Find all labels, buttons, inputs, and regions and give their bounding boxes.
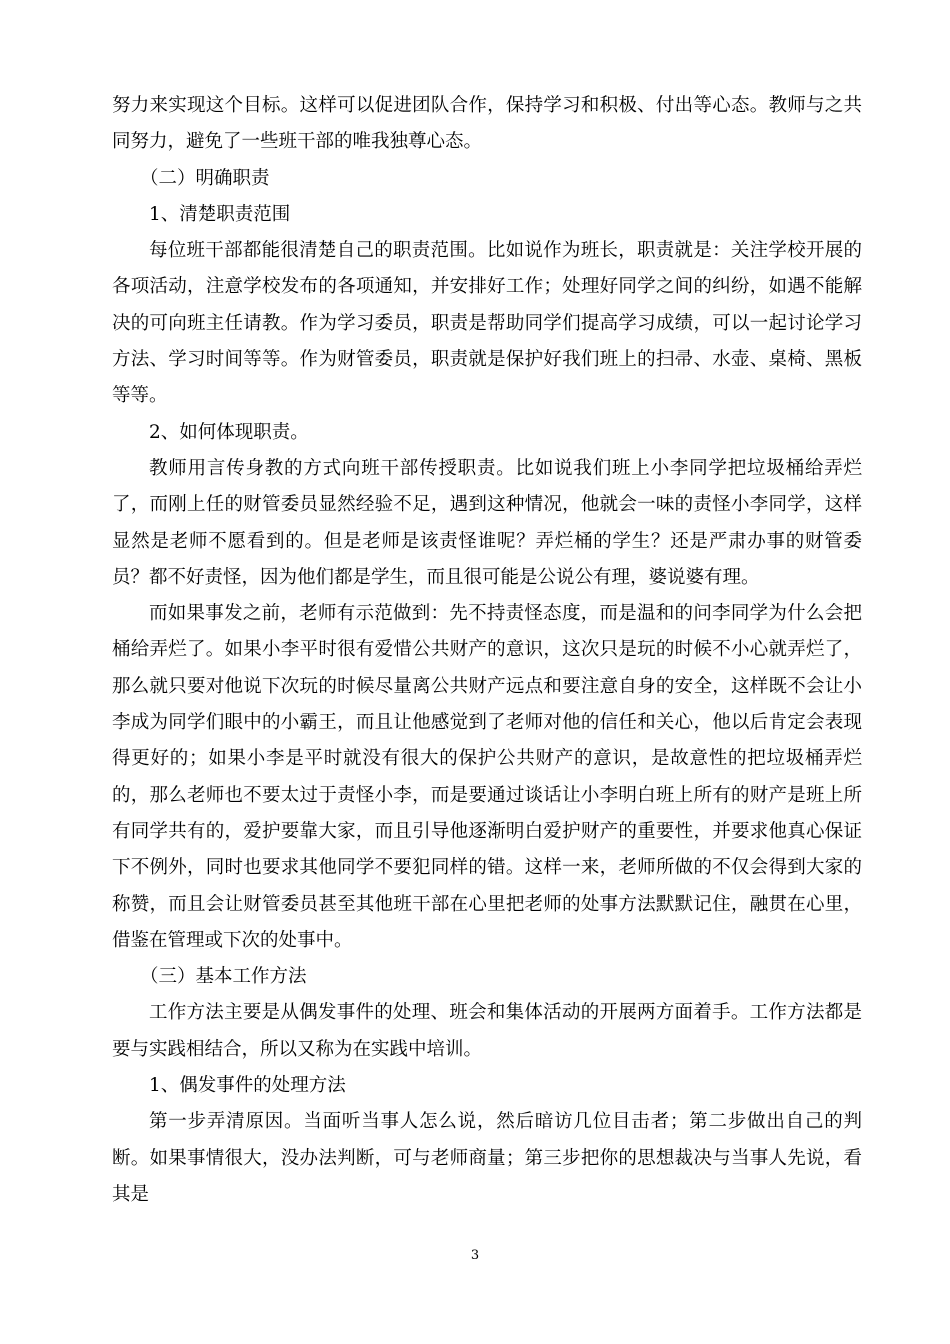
section-heading-clarify-duties: （二）明确职责 — [140, 167, 270, 189]
paragraph-incident-steps: 第一步弄清原因。当面听当事人怎么说，然后暗访几位目击者；第二步做出自己的判断。如果事情很大，没办法判断，可与老师商量；第三步把你的思想裁决与当事人先说，看其是 — [112, 1111, 862, 1205]
paragraph-teacher-example: 教师用言传身教的方式向班干部传授职责。比如说我们班上小李同学把垃圾桶给弄烂了，而刚上任的财管委员显然经验不足，遇到这种情况，他就会一味的责怪小李同学，这样显然是老师不愿看到的。但是老师是该责怪谁呢？弄烂桶的学生？还是严肃办事的财管委员？都不好责怪，因为他们都是学生，而且很可能是公说公有理，婆说婆有理。 — [112, 457, 862, 588]
page-number: 3 — [470, 1248, 480, 1263]
subheading-duty-scope: 1、清楚职责范围 — [149, 203, 291, 225]
paragraph-demonstration: 而如果事发之前，老师有示范做到：先不持责怪态度，而是温和的问李同学为什么会把桶给弄烂了。如果小李平时很有爱惜公共财产的意识，这次只是玩的时候不小心就弄烂了，那么就只要对他说下次玩的时候尽量离公共财产远点和要注意自身的安全，这样既不会让小李成为同学们眼中的小霸王，而且让他感觉到了老师对他的信任和关心，他以后肯定会表现得更好的；如果小李是平时就没有很大的保护公共财产的意识，是故意性的把垃圾桶弄烂的，那么老师也不要太过于责怪小李，而是要通过谈话让小李明白班上所有的财产是班上所有同学共有的，爱护要靠大家，而且引导他逐渐明白爱护财产的重要性，并要求他真心保证下不例外，同时也要求其他同学不要犯同样的错。这样一来，老师所做的不仅会得到大家的称赞，而且会让财管委员甚至其他班干部在心里把老师的处事方法默默记住，融贯在心里，借鉴在管理或下次的处事中。 — [112, 603, 862, 951]
paragraph-work-methods: 工作方法主要是从偶发事件的处理、班会和集体活动的开展两方面着手。工作方法都是要与实践相结合，所以又称为在实践中培训。 — [112, 1002, 862, 1060]
subheading-embody-duties: 2、如何体现职责。 — [149, 421, 309, 443]
body-text — [112, 88, 862, 1213]
paragraph-duty-scope: 每位班干部都能很清楚自己的职责范围。比如说作为班长，职责就是：关注学校开展的各项活动，注意学校发布的各项通知，并安排好工作；处理好同学之间的纠纷，如遇不能解决的可向班主任请教。作为学习委员，职责是帮助同学们提高学习成绩，可以一起讨论学习方法、学习时间等等。作为财管委员，职责就是保护好我们班上的扫帚、水壶、桌椅、黑板等等。 — [112, 240, 862, 407]
section-heading-work-methods: （三）基本工作方法 — [140, 966, 307, 988]
paragraph-continuation: 努力来实现这个目标。这样可以促进团队合作，保持学习和积极、付出等心态。教师与之共同努力，避免了一些班干部的唯我独尊心态。 — [112, 95, 862, 153]
subheading-incident-handling: 1、偶发事件的处理方法 — [149, 1075, 346, 1097]
